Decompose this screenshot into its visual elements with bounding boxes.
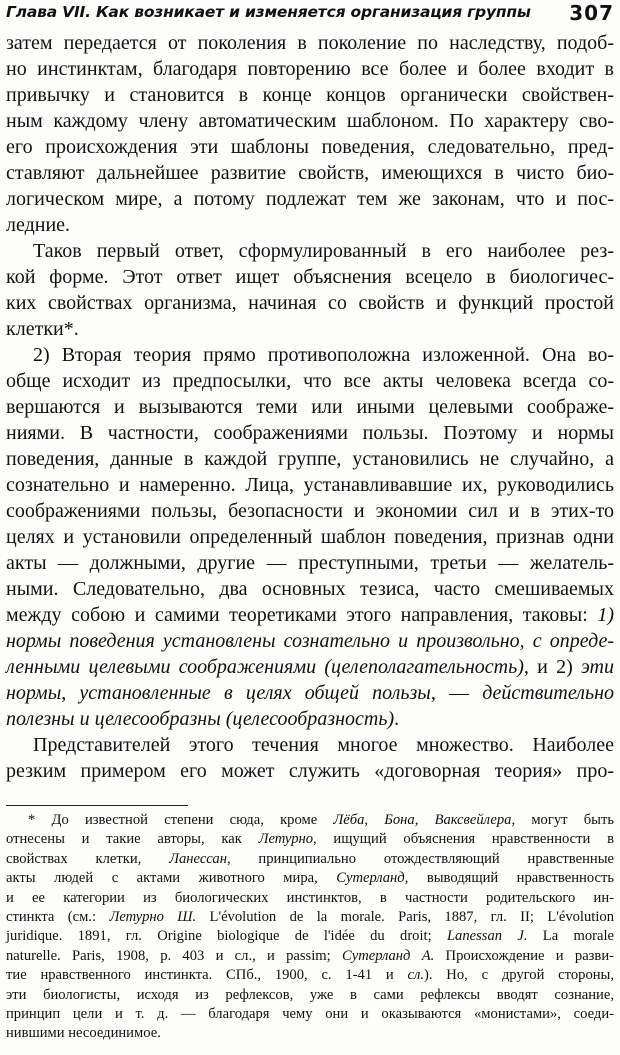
italic-text: Lanessan J. xyxy=(446,928,528,945)
text-run: ких свойствах организма, начиная со свойств и функций простой xyxy=(6,292,614,314)
text-run: , принципиально отождествляющий нравственные xyxy=(226,850,614,867)
text-run: отнесены и такие авторы, как xyxy=(6,831,259,848)
text-line xyxy=(6,472,614,498)
running-title: Глава VII. Как возникает и изменяется организация группы xyxy=(6,3,531,21)
text-line xyxy=(6,680,614,706)
page-number: 307 xyxy=(569,1,614,25)
italic-text: действительно xyxy=(482,682,614,704)
text-line xyxy=(6,576,614,602)
text-run: . xyxy=(394,708,400,730)
text-run: стинкта (см.: xyxy=(6,908,110,925)
text-line xyxy=(6,524,614,550)
text-line xyxy=(6,368,614,394)
text-line xyxy=(6,420,614,446)
text-run: клетки*. xyxy=(6,318,79,340)
text-line xyxy=(6,550,614,576)
text-line xyxy=(6,56,614,82)
text-run: ными. Следовательно, два основных тезиса, часто смешиваемых xyxy=(6,578,614,600)
main-text xyxy=(6,30,614,784)
italic-text: 1) xyxy=(597,604,614,626)
footnote-line xyxy=(6,986,614,1005)
footnote-line xyxy=(6,1024,614,1043)
text-line xyxy=(6,212,614,238)
text-line xyxy=(6,108,614,134)
text-line xyxy=(6,706,614,732)
footnote-line xyxy=(6,869,614,888)
text-line xyxy=(6,186,614,212)
text-run: принцип цели и т. д. — благодаря чему они и оказываются «монистами», соеди- xyxy=(6,1005,614,1022)
text-run: соображениями пользы, безопасности и экономии сил и в этих-то xyxy=(6,500,614,522)
text-run: , выводящий нравственность xyxy=(404,870,614,887)
text-line xyxy=(6,446,614,472)
footnote-line xyxy=(6,830,614,849)
footnote-line xyxy=(6,850,614,869)
text-run: ниями. В частности, соображениями пользы. Поэтому и нормы xyxy=(6,422,614,444)
footnote-line xyxy=(6,966,614,985)
text-line xyxy=(6,732,614,758)
footnote-line xyxy=(6,811,614,830)
italic-text: Сутерланд xyxy=(336,870,405,887)
italic-text: Летурно Ш. xyxy=(109,908,197,925)
text-run: , xyxy=(61,682,80,704)
text-run: и 2) xyxy=(537,656,581,678)
page-header xyxy=(6,1,614,29)
text-line xyxy=(6,394,614,420)
text-run: поведения, данные в каждой группе, установились не случайно, а xyxy=(6,448,614,470)
text-line xyxy=(6,654,614,680)
italic-text: Ланессан xyxy=(169,850,227,867)
text-run: акты — должными, другие — преступными, третьи — желатель- xyxy=(6,552,614,574)
italic-text: нормы xyxy=(6,682,62,704)
text-run: но инстинктам, благодаря повторению все более и более входит в xyxy=(6,58,614,80)
text-run: нившими несоединимое. xyxy=(6,1025,161,1042)
text-run: , — xyxy=(430,682,483,704)
text-run: сознательно и намеренно. Лица, устанавливавшие их, руководились xyxy=(6,474,614,496)
text-line xyxy=(6,290,614,316)
text-run: логическом мире, а потому подлежат тем же законам, что и пос- xyxy=(6,188,614,210)
italic-text: Лёба, Бона, Ваксвейлера xyxy=(333,812,512,828)
text-run: эти биологисты, исходя из рефлексов, уже в сами рефлексы вводят сознание, xyxy=(6,986,614,1003)
text-run: La morale xyxy=(527,928,614,945)
text-run: ледние. xyxy=(6,214,71,236)
text-line xyxy=(6,264,614,290)
text-run: ). Но, с другой стороны, xyxy=(424,967,614,984)
text-run: привычку и становится в конце концов органически свойствен- xyxy=(6,84,614,106)
footnote-line xyxy=(6,947,614,966)
footnote-line xyxy=(6,889,614,908)
text-line xyxy=(6,30,614,56)
text-run: L'évolution de la morale. Paris, 1887, гл. II; L'évolution xyxy=(196,908,614,925)
text-run: ставляют дальнейшее развитие свойств, имеющихся в чисто био- xyxy=(6,162,614,184)
text-run: свойствах клетки, xyxy=(6,850,170,867)
text-run: нормы поведения установлены сознательно и произвольно, с опреде- xyxy=(6,630,614,652)
text-run: 2) Вторая теория прямо противоположна изложенной. Она во- xyxy=(33,344,614,366)
footnote-line xyxy=(6,927,614,946)
text-line xyxy=(6,628,614,654)
footnote-line xyxy=(6,1005,614,1024)
text-line xyxy=(6,316,614,342)
text-run: и ее категории из биологических инстинктов, в частности родительского ин- xyxy=(6,889,614,906)
italic-text: Летурно xyxy=(258,831,314,848)
text-run: затем передается от поколения в поколение по наследству, подоб- xyxy=(6,32,614,54)
text-run: Таков первый ответ, сформулированный в его наиболее рез- xyxy=(33,240,614,262)
text-run: кой форме. Этот ответ ищет объяснения всецело в биологичес- xyxy=(6,266,614,288)
text-run: ным каждому члену автоматическим шаблоном. По характеру сво- xyxy=(6,110,614,132)
italic-text: ленными целевыми соображениями (целеполагательность), xyxy=(6,656,538,678)
text-run: тие нравственного инстинкта. СПб., 1900, с. 1-41 и xyxy=(6,967,408,984)
text-run: * До известной степени сюда, кроме xyxy=(28,812,334,828)
italic-text: эти xyxy=(580,656,614,678)
italic-text: сл. xyxy=(407,967,425,984)
italic-text: Сутерланд А. xyxy=(341,947,435,964)
footnote-divider xyxy=(6,805,188,806)
text-line xyxy=(6,134,614,160)
text-line xyxy=(6,602,614,628)
footnote-line xyxy=(6,908,614,927)
text-run: Происхождение и разви- xyxy=(434,947,614,964)
text-line xyxy=(6,758,614,784)
text-run: акты людей с актами животного мира, xyxy=(6,870,337,887)
italic-text: установленные в целях общей пользы xyxy=(79,682,431,704)
text-line xyxy=(6,160,614,186)
text-run: резким примером его может служить «договорная теория» про- xyxy=(6,760,614,782)
text-run: обще исходит из предпосылки, что все акты человека всегда со- xyxy=(6,370,614,392)
text-line xyxy=(6,238,614,264)
text-line xyxy=(6,342,614,368)
text-run: между собою и самими теоретиками этого направления, таковы: xyxy=(6,604,598,626)
text-run: naturelle. Paris, 1908, p. 403 и сл., и passim; xyxy=(6,947,342,964)
italic-text: полезны и целесообразны (целесообразность) xyxy=(6,708,395,730)
text-line xyxy=(6,82,614,108)
text-run: juridique. 1891, гл. Origine biologique de l'idée du droit; xyxy=(6,928,447,945)
footnote-block xyxy=(6,811,614,1044)
text-run: , могут быть xyxy=(511,812,614,828)
text-run: целях и установили определенный шаблон поведения, признав одни xyxy=(6,526,614,548)
text-run: Представителей этого течения многое множество. Наиболее xyxy=(33,734,614,756)
text-run: вершаются и вызываются теми или иными целевыми соображе- xyxy=(6,396,614,418)
text-line xyxy=(6,498,614,524)
text-run: его происхождения эти шаблоны поведения, следовательно, пред- xyxy=(6,136,614,158)
text-run: , ищущий объяснения нравственности в xyxy=(313,831,614,848)
